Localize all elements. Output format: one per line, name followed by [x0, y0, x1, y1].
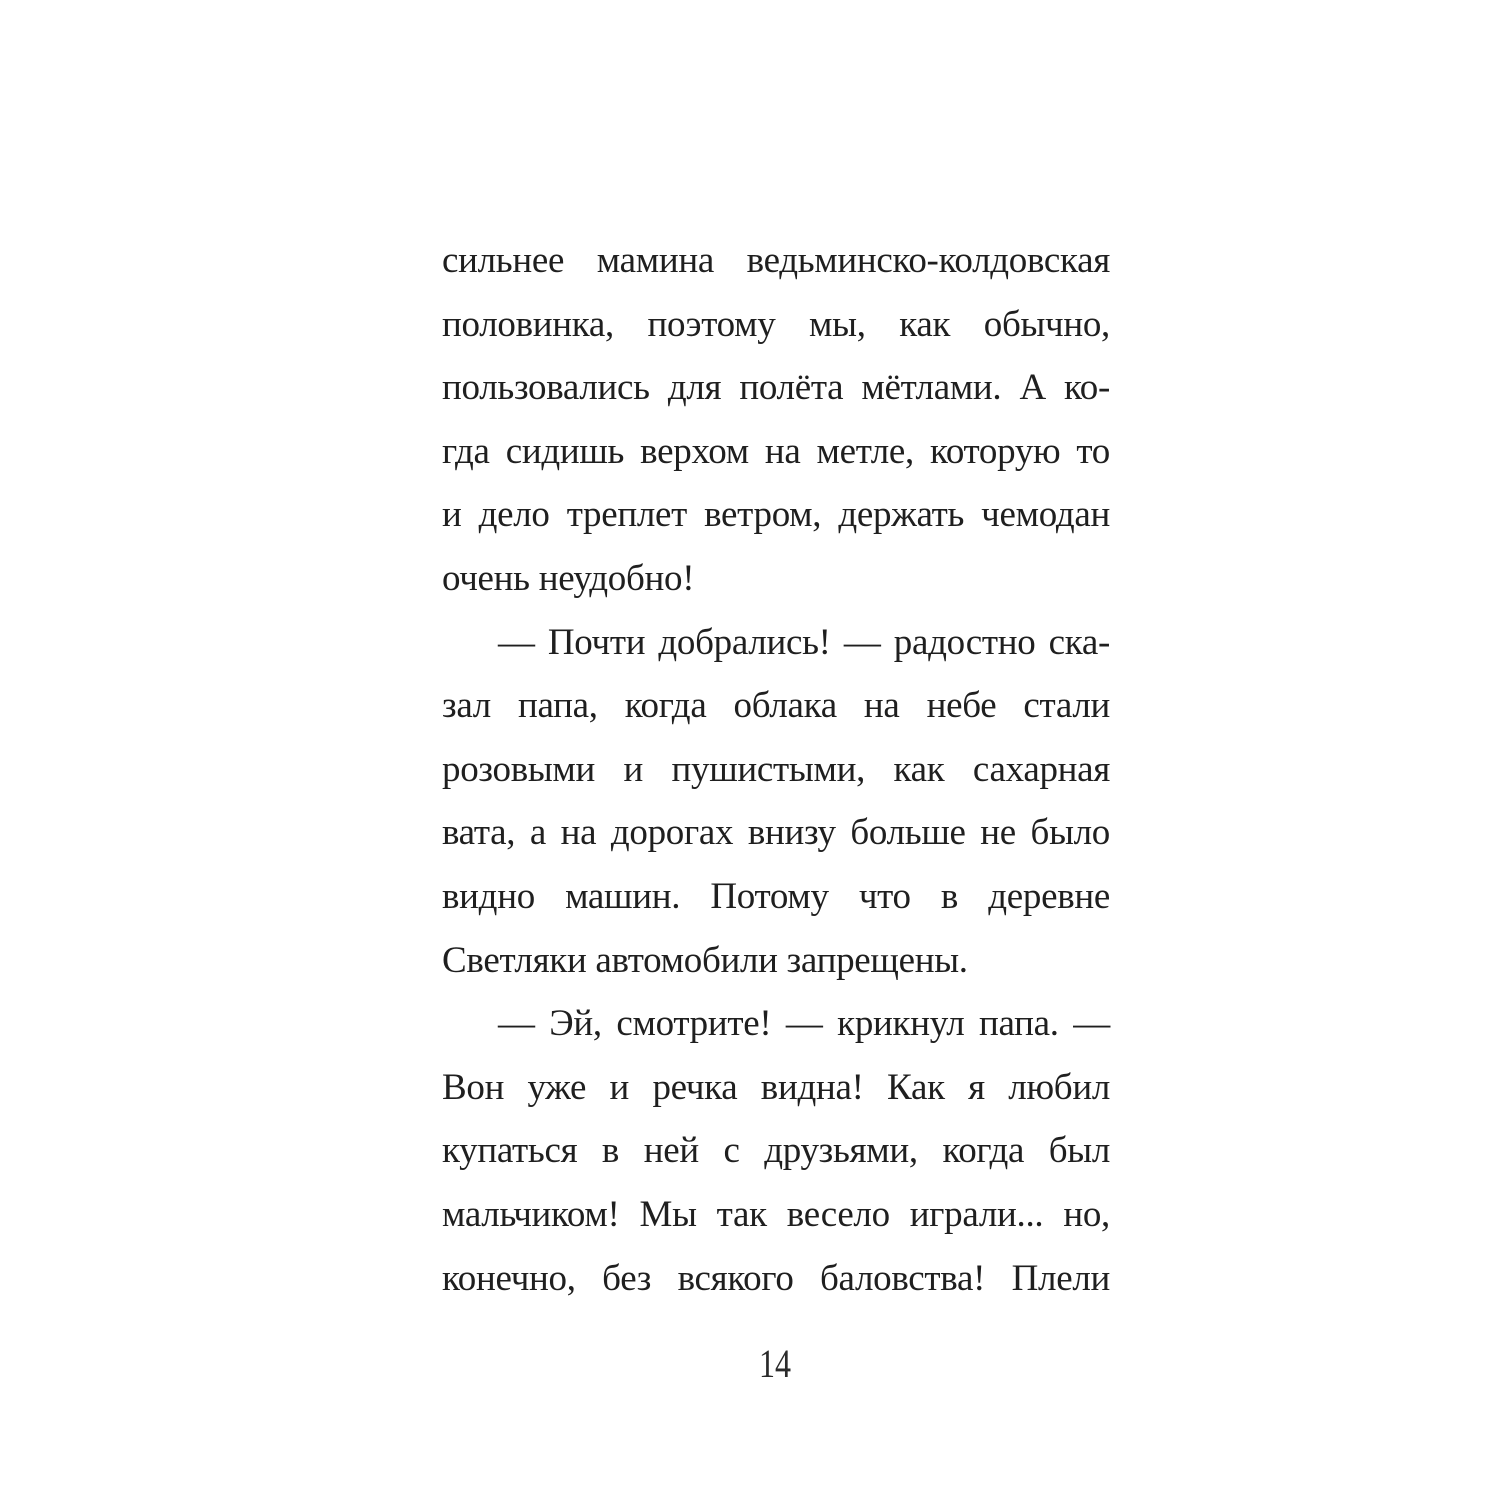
- text-line: зал папа, когда облака на небе стали: [442, 685, 1110, 727]
- text-line: мальчиком! Мы так весело играли... но,: [442, 1193, 1110, 1235]
- text-line: Вон уже и речка видна! Как я любил: [442, 1066, 1110, 1108]
- text-line-dialogue-start: — Эй, смотрите! — крикнул папа. —: [498, 1003, 1110, 1045]
- text-line: видно машин. Потому что в деревне: [442, 875, 1110, 917]
- text-line: сильнее мамина ведьминско-колдовская: [442, 240, 1110, 281]
- text-line-paragraph-end: Светляки автомобили запрещены.: [442, 939, 968, 981]
- text-line: пользовались для полёта мётлами. А ко-: [442, 367, 1110, 409]
- text-line: гда сидишь верхом на метле, которую то: [442, 430, 1110, 472]
- text-line: розовыми и пушистыми, как сахарная: [442, 748, 1110, 790]
- text-line: конечно, без всякого баловства! Плели: [442, 1257, 1110, 1299]
- text-line: купаться в ней с друзьями, когда был: [442, 1130, 1110, 1172]
- text-line: вата, а на дорогах внизу больше не было: [442, 812, 1110, 854]
- text-line-paragraph-end: очень неудобно!: [442, 557, 695, 599]
- text-line-dialogue-start: — Почти добрались! — радостно ска-: [498, 621, 1110, 663]
- text-line: половинка, поэтому мы, как обычно,: [442, 303, 1110, 345]
- page-number: 14: [759, 1341, 791, 1386]
- body-text: [442, 236, 1110, 1317]
- text-line: и дело треплет ветром, держать чемодан: [442, 494, 1110, 536]
